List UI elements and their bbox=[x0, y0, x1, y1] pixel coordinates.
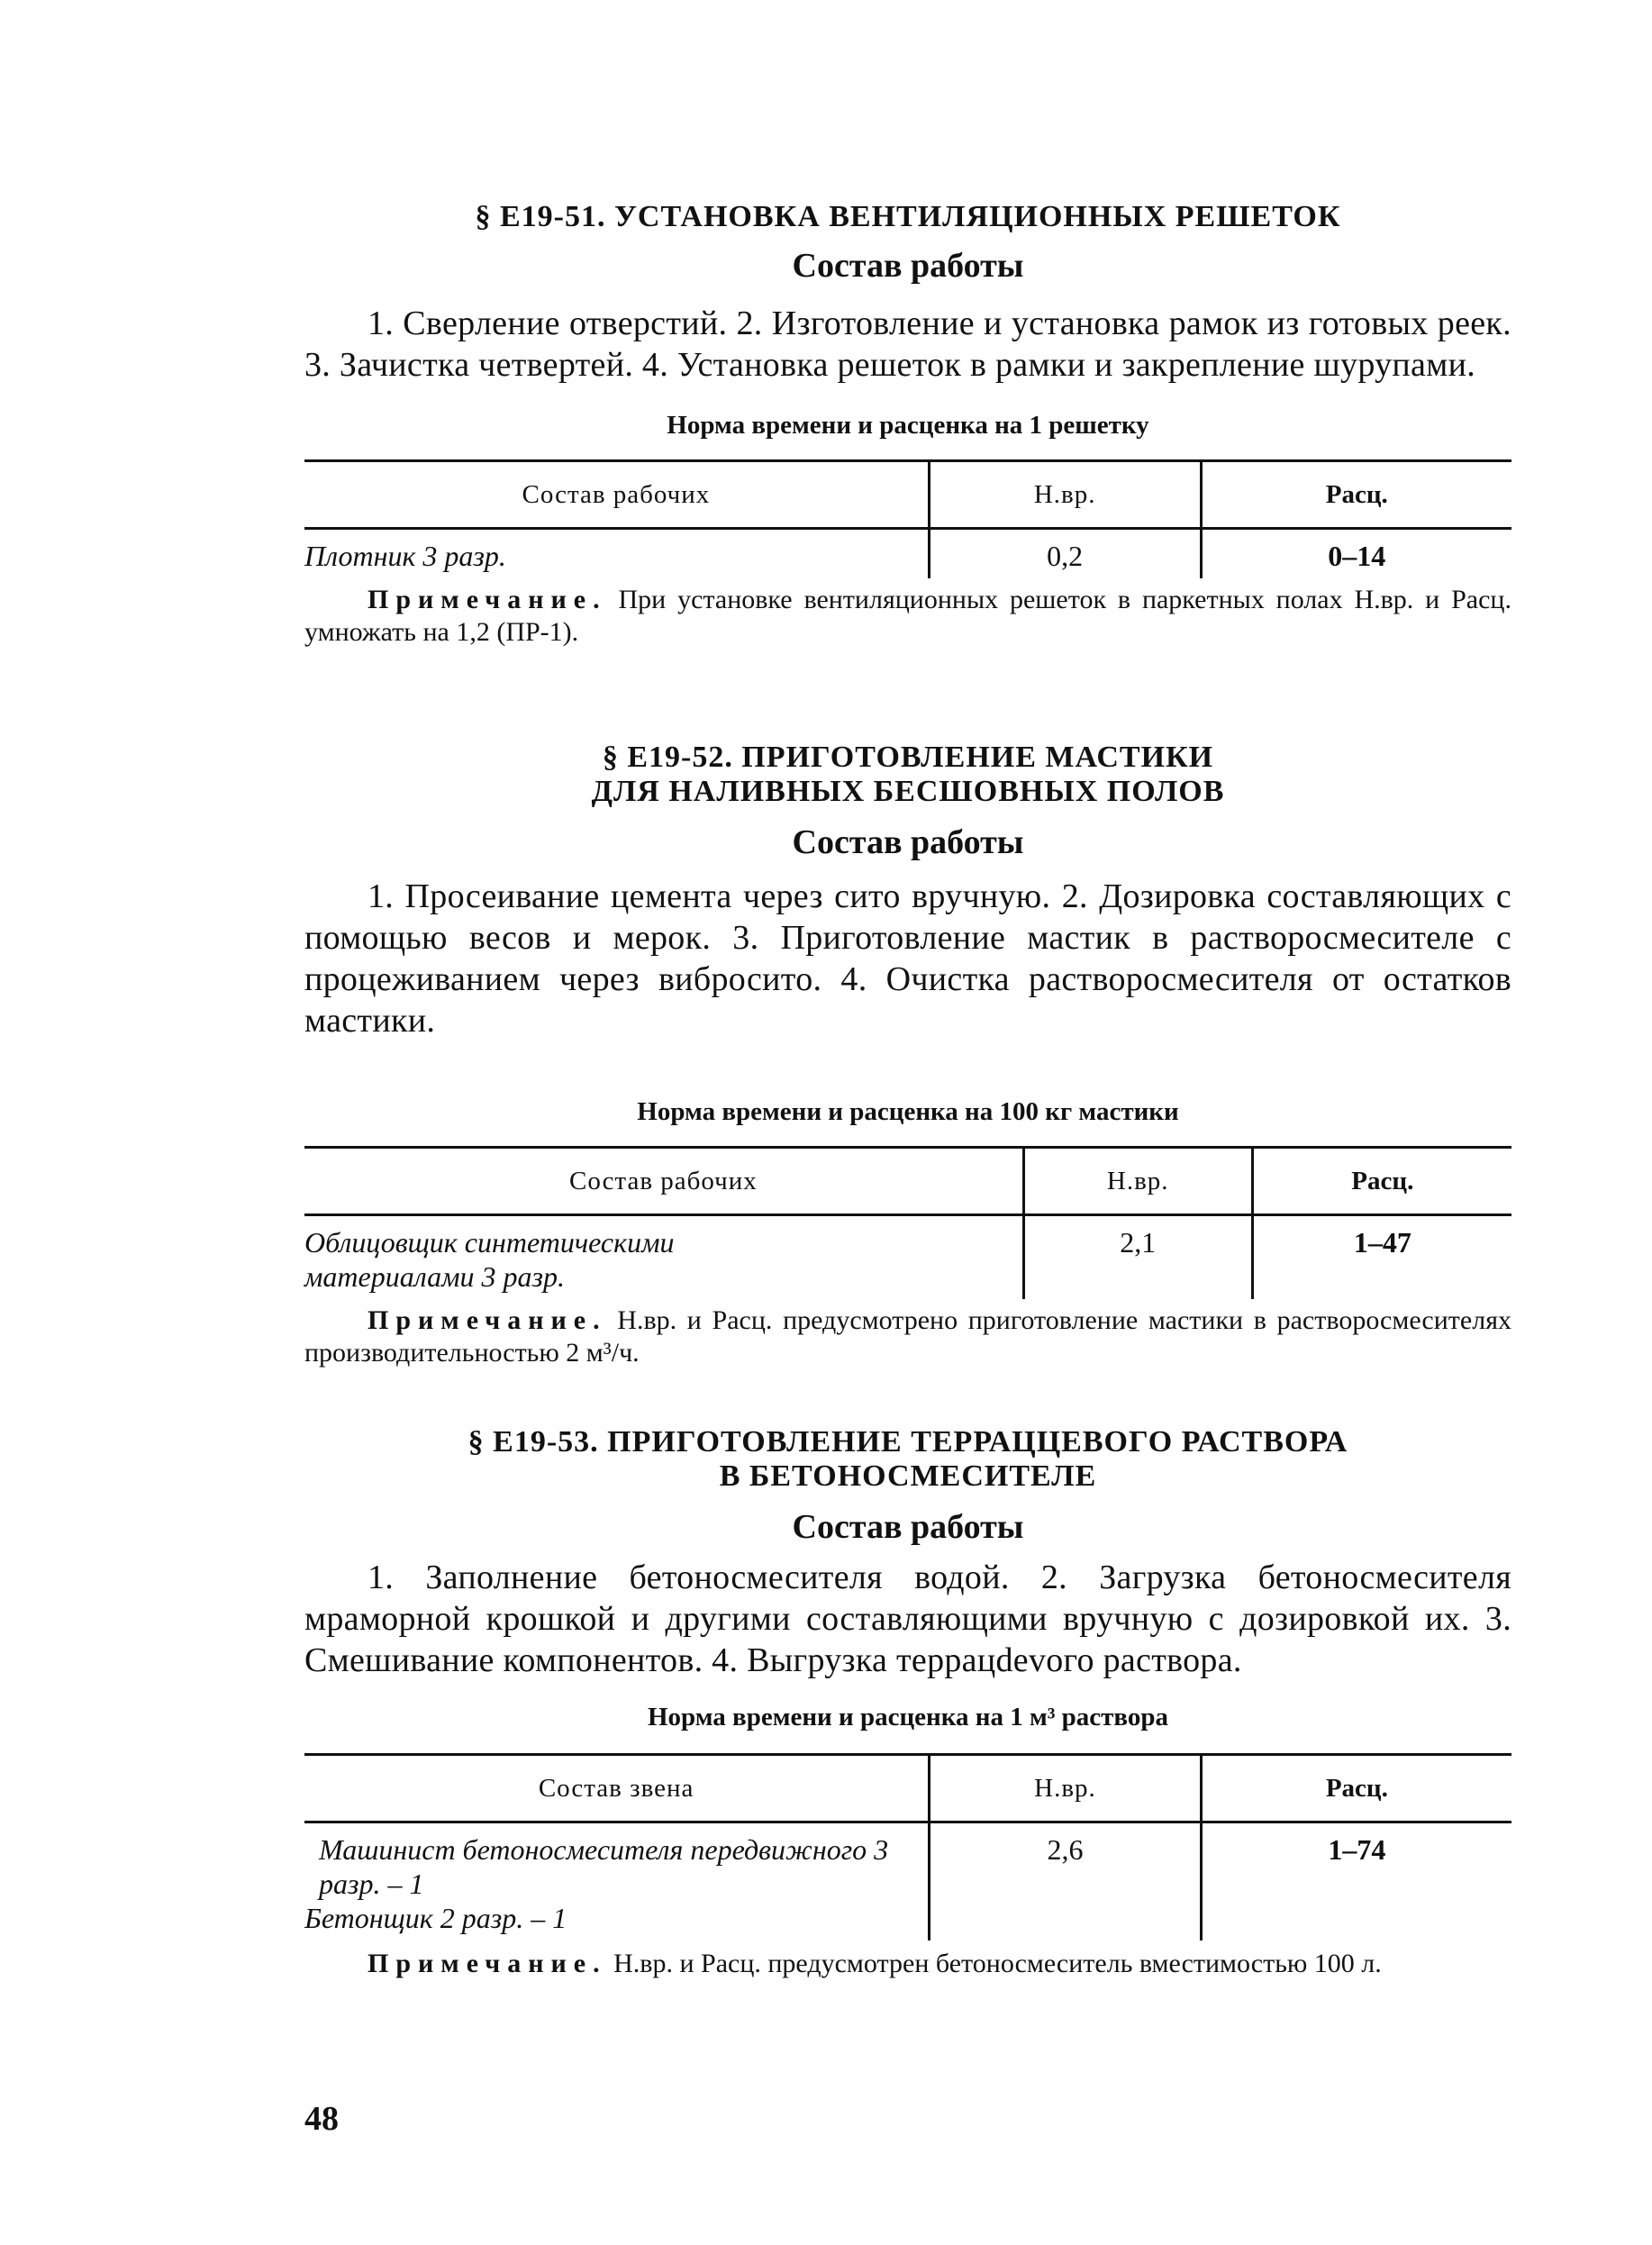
rasc-cell: 0–14 bbox=[1201, 529, 1511, 579]
section-subtitle: Состав работы bbox=[792, 823, 1024, 861]
column-header-nvr: Н.вр. bbox=[929, 461, 1201, 529]
norm-table bbox=[304, 459, 1511, 578]
worker-line-1: Машинист бетоносмесителя передвижного 3 разр. – 1 bbox=[319, 1833, 889, 1900]
note-text: Н.вр. и Расц. предусмотрено приготовление мастики в растворосмесителях производительностью 2 м³/ч. bbox=[304, 1305, 1511, 1368]
column-header-rasc: Расц. bbox=[1201, 461, 1511, 529]
work-description: 1. Заполнение бетоносмесителя водой. 2. Загрузка бетоносмесителя мраморной крошкой и другими составляющими вручную с дозировкой их. 3. Смешивание компонентов. 4. Выгрузка террацdevого раствора. bbox=[304, 1559, 1511, 1679]
table-row bbox=[304, 1822, 1511, 1941]
page-number: 48 bbox=[304, 2100, 339, 2138]
work-description: 1. Просеивание цемента через сито вручную. 2. Дозировка составляющих с помощью весов и мерок. 3. Приготовление мастик в растворосмесителе с процеживанием через вибросито. 4. Очистка растворосмесителя от остатков мастики. bbox=[304, 877, 1511, 1040]
column-header-workers: Состав рабочих bbox=[304, 1148, 1023, 1215]
work-description: 1. Сверление отверстий. 2. Изготовление и установка рамок из готовых реек. 3. Зачистка четвертей. 4. Установка решеток в рамки и закрепление шурупами. bbox=[304, 304, 1511, 384]
nvr-cell: 0,2 bbox=[929, 529, 1201, 579]
section-title-line2: В БЕТОНОСМЕСИТЕЛЕ bbox=[719, 1459, 1097, 1493]
column-header-rasc: Расц. bbox=[1201, 1755, 1511, 1822]
section-subtitle: Состав работы bbox=[792, 247, 1024, 285]
column-header-nvr: Н.вр. bbox=[930, 1755, 1202, 1822]
rasc-cell: 1–47 bbox=[1252, 1215, 1511, 1300]
note-label: Примечание. bbox=[368, 585, 607, 614]
norm-table bbox=[304, 1146, 1511, 1299]
column-header-rasc: Расц. bbox=[1252, 1148, 1511, 1215]
nvr-cell: 2,1 bbox=[1023, 1215, 1252, 1300]
worker-cell: Плотник 3 разр. bbox=[304, 540, 506, 572]
note bbox=[304, 1948, 1511, 1980]
nvr-cell: 2,6 bbox=[930, 1822, 1202, 1941]
section-title-line1: § Е19-52. ПРИГОТОВЛЕНИЕ МАСТИКИ bbox=[602, 741, 1214, 774]
table-row bbox=[304, 1215, 1511, 1300]
note-label: Примечание. bbox=[368, 1949, 607, 1978]
section-title-line2: ДЛЯ НАЛИВНЫХ БЕСШОВНЫХ ПОЛОВ bbox=[591, 775, 1225, 808]
note-text: Н.вр. и Расц. предусмотрен бетоносмеситель вместимостью 100 л. bbox=[606, 1949, 1382, 1978]
table-row bbox=[304, 529, 1511, 579]
table-caption: Норма времени и расценка на 100 кг мастики bbox=[637, 1097, 1179, 1126]
table-caption: Норма времени и расценка на 1 решетку bbox=[667, 411, 1149, 440]
note bbox=[304, 1304, 1511, 1369]
table-caption: Норма времени и расценка на 1 м³ раствора bbox=[647, 1703, 1169, 1731]
rasc-cell: 1–74 bbox=[1201, 1822, 1511, 1941]
worker-cell: Облицовщик синтетическими материалами 3 разр. bbox=[304, 1226, 675, 1293]
column-header-nvr: Н.вр. bbox=[1023, 1148, 1252, 1215]
section-e19-52 bbox=[304, 741, 1511, 1369]
norm-table bbox=[304, 1753, 1511, 1941]
worker-line-2: Бетонщик 2 разр. – 1 bbox=[304, 1902, 567, 1934]
section-e19-51 bbox=[304, 200, 1511, 649]
section-e19-53 bbox=[304, 1425, 1511, 1980]
note-text: При установке вентиляционных решеток в паркетных полах Н.вр. и Расц. умножать на 1,2 (ПР-1). bbox=[304, 585, 1511, 647]
note-label: Примечание. bbox=[368, 1305, 607, 1335]
section-title-line1: § Е19-53. ПРИГОТОВЛЕНИЕ ТЕРРАЦЦЕВОГО РАСТВОРА bbox=[467, 1425, 1348, 1459]
section-title: § Е19-51. УСТАНОВКА ВЕНТИЛЯЦИОННЫХ РЕШЕТОК bbox=[475, 200, 1341, 233]
column-header-workers: Состав рабочих bbox=[304, 461, 929, 529]
column-header-team: Состав звена bbox=[304, 1755, 930, 1822]
worker-cell bbox=[304, 1822, 930, 1941]
note bbox=[304, 584, 1511, 649]
section-subtitle: Состав работы bbox=[792, 1508, 1024, 1546]
